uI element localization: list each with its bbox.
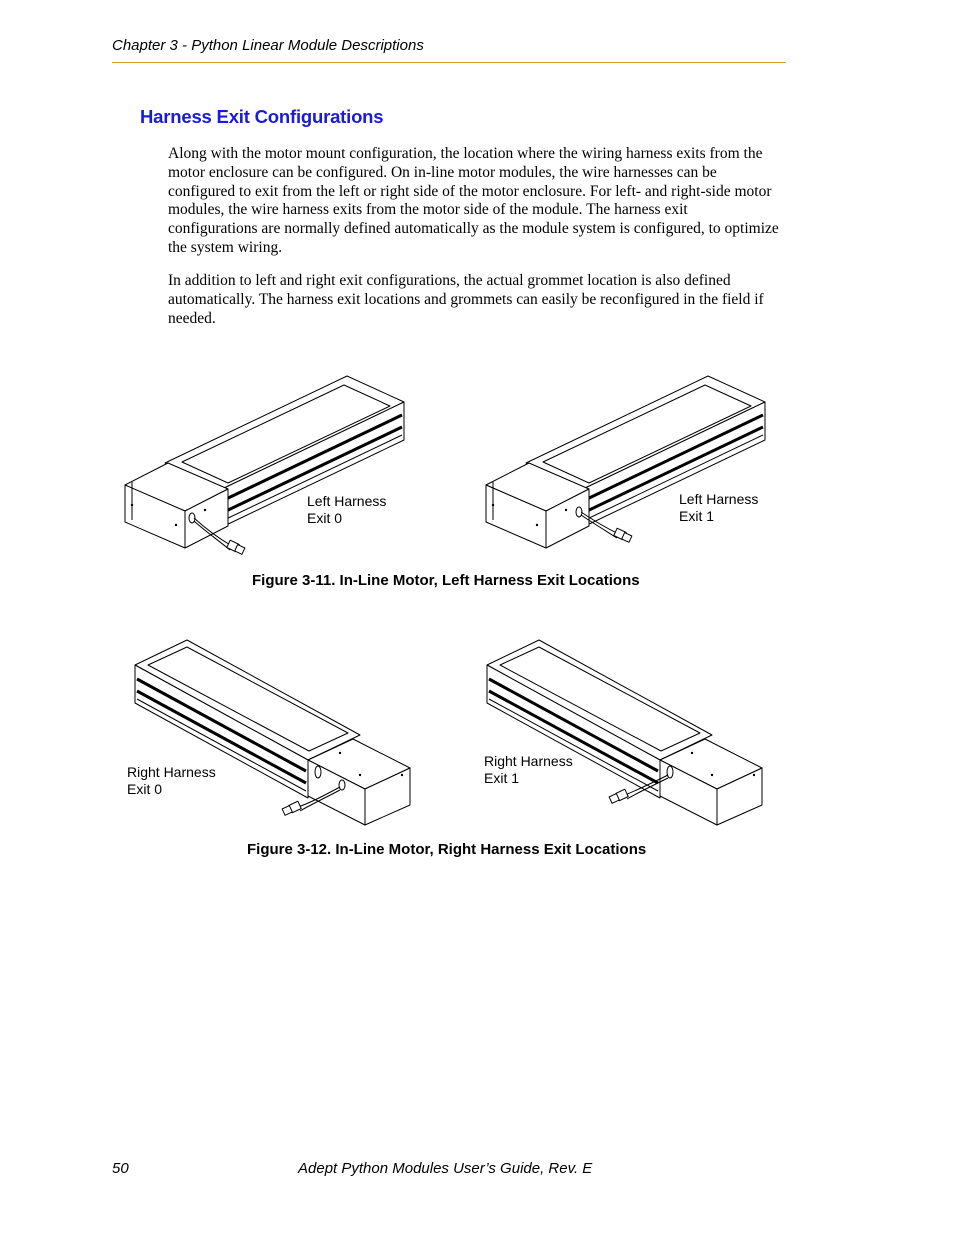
page-number: 50 [112,1160,129,1177]
label-line-1: Right Harness [484,753,573,769]
module-left-exit-0-illustration [120,370,410,560]
label-line-1: Left Harness [679,491,759,507]
section-title: Harness Exit Configurations [140,106,384,127]
paragraph-1: Along with the motor mount configuration, the location where the wiring harness exits from the motor enclosure can be configured. On in-line motor modules, the wire harnesses can be configured to exit from the left or right side of the motor enclosure. For left- and right-side motor modules, the wire harness exits from the motor side of the module. The harness exit configurations are normally defined automatically as the module system is configured, to optimize the system wiring. [168,145,779,256]
module-right-exit-1-illustration [482,635,767,825]
module-left-exit-1-illustration [481,370,771,560]
figure-3-11-caption: Figure 3-11. In-Line Motor, Left Harness Exit Locations [252,572,640,589]
chapter-header: Chapter 3 - Python Linear Module Descriptions [112,37,424,54]
right-harness-exit-0-label [127,764,216,798]
label-line-2: Exit 0 [127,781,163,797]
left-harness-exit-0-label [307,493,386,527]
document-title: Adept Python Modules User’s Guide, Rev. E [298,1160,593,1177]
header-rule [112,62,786,63]
right-harness-exit-1-label [484,753,573,787]
label-line-2: Exit 1 [484,770,520,786]
figure-3-12-caption: Figure 3-12. In-Line Motor, Right Harness Exit Locations [247,841,647,858]
label-line-2: Exit 1 [679,508,715,524]
left-harness-exit-1-label [679,491,758,525]
label-line-1: Right Harness [127,764,216,780]
label-line-1: Left Harness [307,493,387,509]
label-line-2: Exit 0 [307,510,343,526]
paragraph-2: In addition to left and right exit configurations, the actual grommet location is also defined automatically. The harness exit locations and grommets can easily be reconfigured in the field if needed. [168,272,764,327]
